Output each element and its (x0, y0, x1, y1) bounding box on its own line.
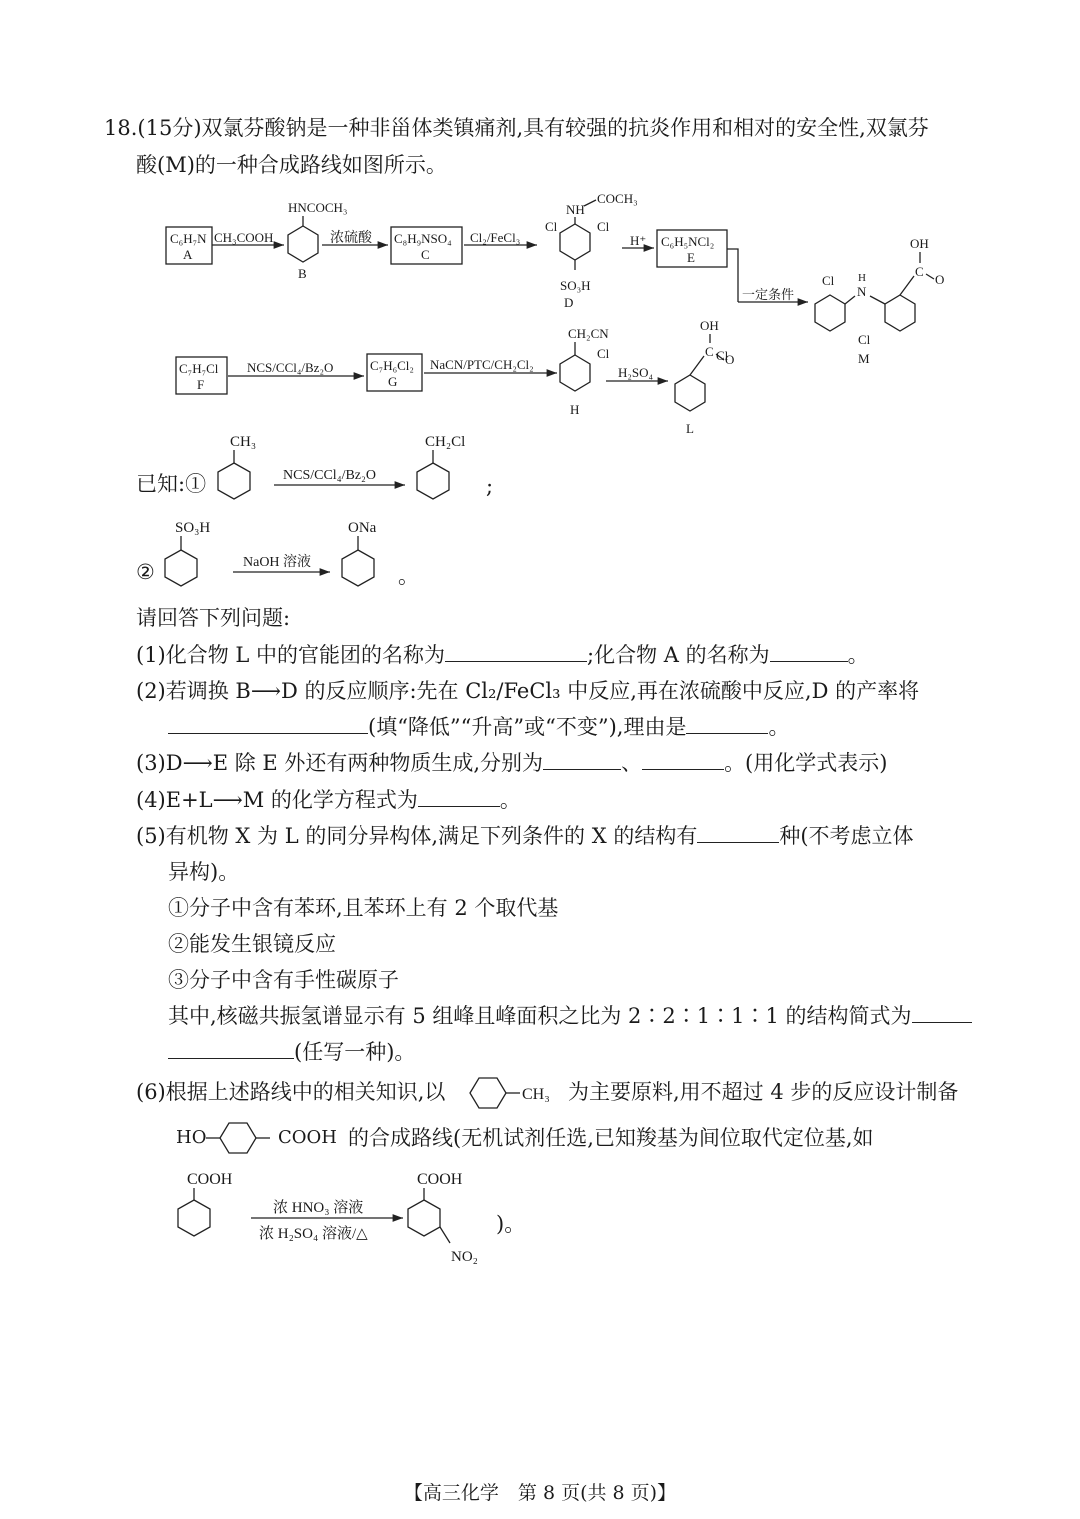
question-2-line1: (2)若调换 B⟶D 的反应顺序:先在 Cl₂/FeCl₃ 中反应,再在浓硫酸中反应,D 的产率将 (136, 679, 920, 703)
known1-reactant-group: CH₃ (230, 434, 257, 450)
compound-D-ring (560, 224, 590, 260)
reagent-B-C: 浓硫酸 (330, 231, 372, 246)
question-5-end: (任写一种)。 (168, 1037, 415, 1067)
question-intro-1: 18.(15分)双氯芬酸钠是一种非甾体类镇痛剂,具有较强的抗炎作用和相对的安全性,双氯芬 (104, 116, 929, 140)
reagent-G-H: NaCN/PTC/CH₂Cl₂ (430, 357, 534, 372)
known2-product-ring (342, 550, 374, 586)
compound-M-ring-right (885, 295, 915, 331)
compound-B-label: B (298, 266, 307, 281)
compound-M-o: O (935, 272, 945, 287)
answer-blank-2a[interactable] (168, 713, 368, 734)
known-prefix: 已知:① (136, 472, 207, 496)
page-footer: 【高三化学 第 8 页(共 8 页)】 (403, 1482, 677, 1504)
reagent-H-L: H₂SO₄ (618, 365, 654, 380)
toluene-ring (470, 1078, 506, 1108)
reagent-C-D: Cl₂/FeCl₃ (470, 230, 521, 245)
answer-blank-3b[interactable] (642, 749, 724, 770)
compound-A-formula: C₆H₇N (170, 231, 207, 246)
reagent-F-G: NCS/CCl₄/Bz₂O (247, 360, 334, 375)
compound-H-cl: Cl (597, 346, 610, 361)
compound-M-cl-bottom: Cl (858, 332, 871, 347)
compound-L-ring (675, 375, 705, 411)
question-5-condition-1: ①分子中含有苯环,且苯环上有 2 个取代基 (168, 896, 559, 920)
question-6-b: 为主要原料,用不超过 4 步的反应设计制备 (568, 1080, 959, 1104)
compound-M-cl-top: Cl (822, 273, 835, 288)
compound-L-o: O (725, 352, 735, 367)
compound-H-ring (560, 355, 590, 391)
compound-L-c: C (705, 344, 714, 359)
compound-L-cl: Cl (716, 348, 729, 363)
reagent-D-E: H⁺ (630, 233, 647, 248)
question-5-nmr: 其中,核磁共振氢谱显示有 5 组峰且峰面积之比为 2∶2∶1∶1∶1 的结构简式为 (168, 1001, 972, 1031)
compound-M-h: H (858, 272, 866, 284)
compound-E-label: E (687, 250, 695, 265)
known1-product-group: CH₂Cl (425, 434, 466, 450)
reagent-A-B: CH₃COOH (214, 230, 274, 245)
compound-D-cl-left: Cl (545, 219, 558, 234)
compound-M-label: M (858, 351, 870, 366)
answer-blank-1b[interactable] (770, 641, 848, 662)
target-ho: HO (176, 1127, 207, 1148)
target-ring-svg (204, 1118, 284, 1158)
question-5-line2: 异构)。 (168, 860, 240, 884)
compound-F-formula: C₇H₇Cl (179, 361, 219, 376)
example-product-no2: NO₂ (451, 1249, 478, 1265)
known2-end: 。 (398, 564, 419, 588)
example-product-ring (408, 1200, 440, 1236)
compound-C-label: C (421, 247, 430, 262)
answer-blank-4[interactable] (418, 786, 500, 807)
known1-reagent: NCS/CCl₄/Bz₂O (283, 468, 377, 483)
synthesis-scheme (0, 180, 1080, 620)
question-1: (1)化合物 L 中的官能团的名称为 ;化合物 A 的名称为 。 (136, 643, 869, 667)
compound-G-formula: C₇H₆Cl₂ (370, 358, 414, 373)
example-reactant-ring (178, 1200, 210, 1236)
known1-reactant-ring (218, 463, 250, 499)
target-cooh: COOH (278, 1127, 337, 1148)
compound-E-formula: C₆H₅NCl₂ (661, 234, 715, 249)
toluene-ch3: CH₃ (522, 1086, 550, 1103)
question-number: 18. (104, 116, 138, 140)
known2-reagent: NaOH 溶液 (243, 555, 312, 570)
known1-product-ring (417, 463, 449, 499)
question-6-c: 的合成路线(无机试剂任选,已知羧基为间位取代定位基,如 (348, 1126, 874, 1150)
known2-product-group: ONa (348, 520, 377, 536)
compound-B-ring (288, 226, 318, 262)
answer-blank-5c[interactable] (168, 1038, 294, 1059)
question-2-line2: (填“降低”“升高”或“不变”),理由是 。 (168, 712, 789, 742)
compound-H-group: CH₂CN (568, 326, 609, 341)
compound-D-label: D (564, 295, 574, 310)
prompt: 请回答下列问题: (136, 606, 291, 630)
answer-blank-2b[interactable] (686, 713, 768, 734)
answer-blank-1a[interactable] (445, 641, 587, 662)
question-5-condition-3: ③分子中含有手性碳原子 (168, 968, 399, 992)
compound-B-group: HNCOCH₃ (288, 200, 348, 215)
question-4: (4)E+L⟶M 的化学方程式为 。 (136, 788, 521, 812)
compound-M-oh: OH (910, 236, 929, 251)
compound-H-label: H (570, 402, 580, 417)
example-reactant-cooh: COOH (187, 1171, 233, 1188)
target-ring (220, 1123, 256, 1153)
example-product-cooh: COOH (417, 1171, 463, 1188)
compound-A-label: A (183, 247, 193, 262)
question-6-d: )。 (496, 1212, 526, 1236)
answer-blank-5b[interactable] (912, 1002, 972, 1023)
compound-D-group: COCH₃ (597, 191, 638, 206)
compound-L-oh: OH (700, 318, 719, 333)
reagent-E-M: 一定条件 (742, 287, 795, 302)
question-5-line1: (5)有机物 X 为 L 的同分异构体,满足下列条件的 X 的结构有 种(不考虑立体 (136, 824, 914, 848)
compound-L-label: L (686, 421, 694, 436)
compound-F-label: F (197, 377, 205, 392)
answer-blank-3a[interactable] (543, 749, 621, 770)
example-reagent-bottom: 浓 H₂SO₄ 溶液/△ (259, 1226, 368, 1242)
known2-number: ② (136, 560, 155, 584)
compound-M-n: N (857, 284, 867, 299)
known1-end: ; (486, 474, 494, 498)
compound-D-nh: NH (566, 202, 585, 217)
compound-M-ring-left (815, 295, 845, 331)
compound-D-so3h: SO₃H (560, 278, 591, 293)
question-3: (3)D⟶E 除 E 外还有两种物质生成,分别为 、 。(用化学式表示) (136, 751, 888, 775)
question-6-a: (6)根据上述路线中的相关知识,以 (136, 1080, 446, 1104)
known2-reactant-group: SO₃H (175, 520, 211, 536)
question-5-condition-2: ②能发生银镜反应 (168, 932, 336, 956)
question-intro-2: 酸(M)的一种合成路线如图所示。 (136, 153, 447, 177)
compound-D-cl-right: Cl (597, 219, 610, 234)
compound-C-formula: C₈H₉NSO₄ (394, 231, 452, 246)
answer-blank-5a[interactable] (697, 822, 779, 843)
compound-G-label: G (388, 374, 398, 389)
compound-M-c: C (915, 264, 924, 279)
known2-reactant-ring (165, 550, 197, 586)
toluene-structure (462, 1073, 562, 1113)
example-reagent-top: 浓 HNO₃ 溶液 (273, 1200, 364, 1216)
